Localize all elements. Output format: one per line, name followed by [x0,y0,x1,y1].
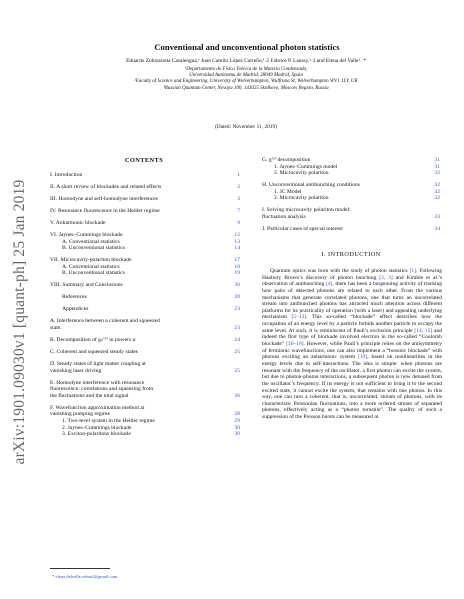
citation-link[interactable]: [4] [325,281,333,288]
toc-entry-page[interactable] [224,380,240,387]
toc-entry-page[interactable]: 20 [234,294,240,301]
toc-entry-page[interactable]: 31 [434,163,440,170]
toc-entry-label: VIII. Summary and Conclusions [50,282,123,289]
toc-entry[interactable] [50,196,240,203]
toc-entry[interactable] [50,425,240,432]
toc-entry-label: B. Decomposition of gₙ⁽³⁾ in powers α [50,337,136,343]
toc-entry-page[interactable]: 19 [234,270,240,277]
toc-entry-label: E. Homodyne interference with resonance [50,379,145,386]
toc-entry-label: I. Introduction [50,172,83,178]
toc-entry-page[interactable] [424,207,440,214]
toc-entry-label: 1. JC Model [274,188,302,195]
intro-paragraph: Quantum optics was born with the study of photon statistics [1]. Following Hanbury Brown’s discovery of photon bunching [2, 3] and Kimble et al.’s observation of antibunching [4], there has been a burgeoning activity of tracking how pairs of detected photons are related to each other. From the various mechanisms that generate correlated photons, one that turns an uncorrelated stream into antibunched photons has attracted much attention across different platforms for its practicality of operation (with a laser) and appealing underlying mechanism [5–13]. This so-called “blockade” effect describes how the occupation of an energy level by a particle forbids another particle to occupy the same level. At such, it is reminiscent of Pauli’s exclusion principle [14, 15] and indeed the first type of blockade involved electron in the so-called “Coulomb blockade” [16–18]. However, while Pauli’s principle relies on the antisymmetry of fermionic wavefunctions, one can also implement a “bosonic blockade” with photons exciting an anharmonic system [19], based on nonlinearities in the energy levels due to self-interactions. The idea is simple: when photons are resonant with the frequency of the oscillator, a first photon can excite the system, but due to photon-photon interactions, a subsequent photon is now detuned from the oscillator’s frequency. If its energy is not sufficient to bring it to the second excited state, it cannot excite the system, that remains with one photon. In this way, one can turn a coherent, that is, uncorrelated, stream of photons, with its characteristic Poissonian fluctuations, into a more ordered stream of separated photons, effectively acting as a “photon turnstile”. The quality of such a suppression of the Poisson bursts can be measured at [262,268,442,421]
toc-entry-page[interactable] [224,318,240,325]
toc-entry[interactable] [50,270,240,277]
toc-entry[interactable] [50,232,240,239]
toc-entry-label: VI. Jaynes–Cummings blockade [50,232,123,238]
footnote-rule [50,568,110,569]
toc-entry-label: V. Anharmonic blockade [50,220,106,226]
toc-entry-page[interactable]: 30 [234,431,240,438]
footnote-email[interactable]: * elena.delvalle.reboul@gmail.com [52,574,118,579]
toc-entry-label: I. Solving microcavity polariton model: [262,207,351,214]
toc-entry-label: III. Homodyne and self-homodyne interferences [50,196,158,202]
toc-entry[interactable] [50,368,240,375]
affiliation-line: ²Faculty of Science and Engineering, University of Wolverhampton, Wulfruna St, Wolverhampton WV1 1LY, UK [134,79,358,85]
citation-link[interactable]: [1] [409,268,416,274]
toc-entry-page[interactable]: 23 [234,306,240,313]
contents-heading: CONTENTS [124,157,164,164]
toc-entry-page[interactable]: 32 [434,188,440,195]
citation-link[interactable]: [14, 15] [414,327,433,334]
toc-entry[interactable] [50,257,240,264]
toc-entry-page[interactable]: 2 [237,184,240,190]
toc-entry-label: 2. Microcavity polariton [274,170,329,177]
toc-entry-label: II. A short review of blockades and related effects [50,184,162,190]
toc-entry-label: 1. Jaynes–Cummings model [274,163,338,170]
toc-entry[interactable] [50,318,240,325]
toc-entry[interactable] [50,411,240,418]
toc-entry-page[interactable]: 1 [237,172,240,178]
toc-entry-label: References [62,294,87,301]
toc-entry-label: J. Particular cases of special interest [262,226,343,232]
toc-entry[interactable] [262,214,440,221]
toc-entry[interactable] [50,220,240,227]
toc-entry-label: vanishing pumping regime [50,411,110,418]
toc-entry-page[interactable]: 14 [234,245,240,252]
toc-entry-label: Appendices [62,306,89,313]
toc-entry[interactable] [262,182,440,189]
toc-entry-page[interactable]: 31 [434,157,440,163]
toc-entry[interactable] [50,337,240,344]
toc-entry-label: F. Wavefunction approximation method at [50,404,145,411]
toc-entry-page[interactable]: 18 [234,263,240,270]
toc-entry-page[interactable]: 32 [434,170,440,177]
toc-entry-label: the fluctuations and the total signal [50,392,129,399]
toc-entry-page[interactable]: 29 [234,418,240,424]
toc-entry[interactable] [50,208,240,215]
toc-entry[interactable] [262,226,440,233]
toc-entry-label: fluctuation analysis [262,214,306,220]
toc-entry-page[interactable]: 17 [234,257,240,264]
toc-entry-label: A. Conventional statistics [62,238,120,245]
toc-entry[interactable] [50,325,240,332]
toc-entry-page[interactable]: 33 [434,214,440,220]
toc-entry[interactable] [262,207,440,214]
toc-entry-page[interactable]: 20 [234,282,240,289]
toc-entry-page[interactable]: 25 [234,367,240,374]
toc-entry-label: fluorescence: correlations and squeezing from [50,386,154,393]
toc-entry[interactable] [262,164,440,171]
toc-entry-page[interactable]: 32 [434,182,440,189]
toc-entry[interactable] [50,239,240,246]
toc-entry-page[interactable]: 25 [234,349,240,355]
author-list: Eduardo Zubizarreta Casalengua,¹ Juan Camilo López Carreño,¹˒2 Fabrice P. Laussy,²˒3 and Elena del Valle¹˒ * [126,58,366,64]
toc-entry[interactable] [50,386,240,393]
toc-entry-page[interactable] [224,361,240,368]
toc-entry-page[interactable]: 3 [237,196,240,202]
arxiv-identifier: arXiv:1901.09030v1 [quant-ph] 25 Jan 2019 [11,179,28,465]
section-heading: I. INTRODUCTION [321,251,381,258]
date-line: (Dated: November 11, 2019) [214,124,278,130]
citation-link[interactable]: [5–13] [291,314,307,321]
toc-entry-label: 2. Jaynes–Cummings blockade [62,424,132,431]
toc-entry[interactable] [50,431,240,438]
toc-entry[interactable] [50,418,240,425]
toc-entry-label: A. Conventional statistics [62,263,120,270]
toc-entry-label: G. g⁽²⁾ decomposition [262,157,311,163]
toc-entry-label: 3. Exciton-polaritons blockade [62,431,131,438]
toc-entry-label: A. Interference between a coherent and squeezed [50,318,160,325]
toc-entry[interactable] [50,349,240,356]
toc-entry[interactable] [50,361,240,368]
paper-title: Conventional and unconventional photon statistics [154,42,340,52]
affiliations [44,67,448,92]
toc-entry[interactable] [50,294,240,301]
affiliation-line: ³Russian Quantum Center, Novaya 100, 143025 Skolkovo, Moscow Region, Russia [163,85,329,91]
toc-entry-page[interactable]: 12 [234,232,240,238]
toc-entry-label: B. Unconventional statistics [62,270,125,277]
toc-entry[interactable] [50,393,240,400]
toc-entry-page[interactable]: 13 [234,238,240,245]
toc-entry-page[interactable]: 9 [237,220,240,226]
toc-entry[interactable] [50,184,240,191]
toc-entry-label: H. Unconventional antibunching conditions [262,182,360,189]
affiliation-line: ¹Departamento de Física Teórica de la Materia Condensada, [184,67,308,72]
citation-link[interactable]: [16–18] [286,341,304,348]
toc-entry-page[interactable]: 30 [234,424,240,431]
toc-entry[interactable] [262,195,440,202]
toc-entry-page[interactable]: 23 [234,325,240,331]
toc-entry[interactable] [262,157,440,164]
affiliation-line: Universidad Autónoma de Madrid, 28049 Madrid, Spain [189,73,303,79]
toc-entry[interactable] [50,306,240,313]
toc-entry-page[interactable]: 7 [237,208,240,214]
toc-entry-page[interactable]: 34 [434,226,440,232]
toc-entry-page[interactable] [224,386,240,393]
toc-entry-label: state. [50,325,62,331]
toc-entry[interactable] [50,282,240,289]
arxiv-sidebar [6,92,34,552]
toc-entry-page[interactable]: 26 [234,392,240,399]
toc-entry[interactable] [50,264,240,271]
toc-entry-page[interactable]: 24 [234,337,240,343]
toc-entry-page[interactable] [224,405,240,412]
toc-entry[interactable] [50,245,240,252]
toc-entry-label: D. Steady states of light matter coupling at [50,361,146,367]
toc-entry-label: B. Unconventional statistics [62,245,125,252]
toc-entry[interactable] [262,170,440,177]
citation-link[interactable]: [2, 3] [379,274,393,281]
toc-entry-label: 2. Microcavity polariton [274,195,329,202]
toc-entry-page[interactable]: 32 [434,195,440,202]
toc-entry-label: 1. Two-level system in the Heitler regime [62,418,155,424]
citation-link[interactable]: [19] [358,354,368,361]
toc-entry[interactable] [262,189,440,196]
toc-entry-label: VII. Microcavity-polariton blockade [50,257,132,264]
toc-entry-label: vanishing laser driving [50,367,102,374]
toc-entry-label: IV. Resonance fluorescence in the Heitler regime [50,208,160,214]
toc-right-column [262,157,440,247]
toc-left-column [50,172,240,562]
toc-entry-label: C. Coherent and squeezed steady states [50,349,138,355]
toc-entry[interactable] [50,172,240,179]
toc-entry[interactable] [50,405,240,412]
toc-entry-page[interactable]: 28 [234,411,240,418]
